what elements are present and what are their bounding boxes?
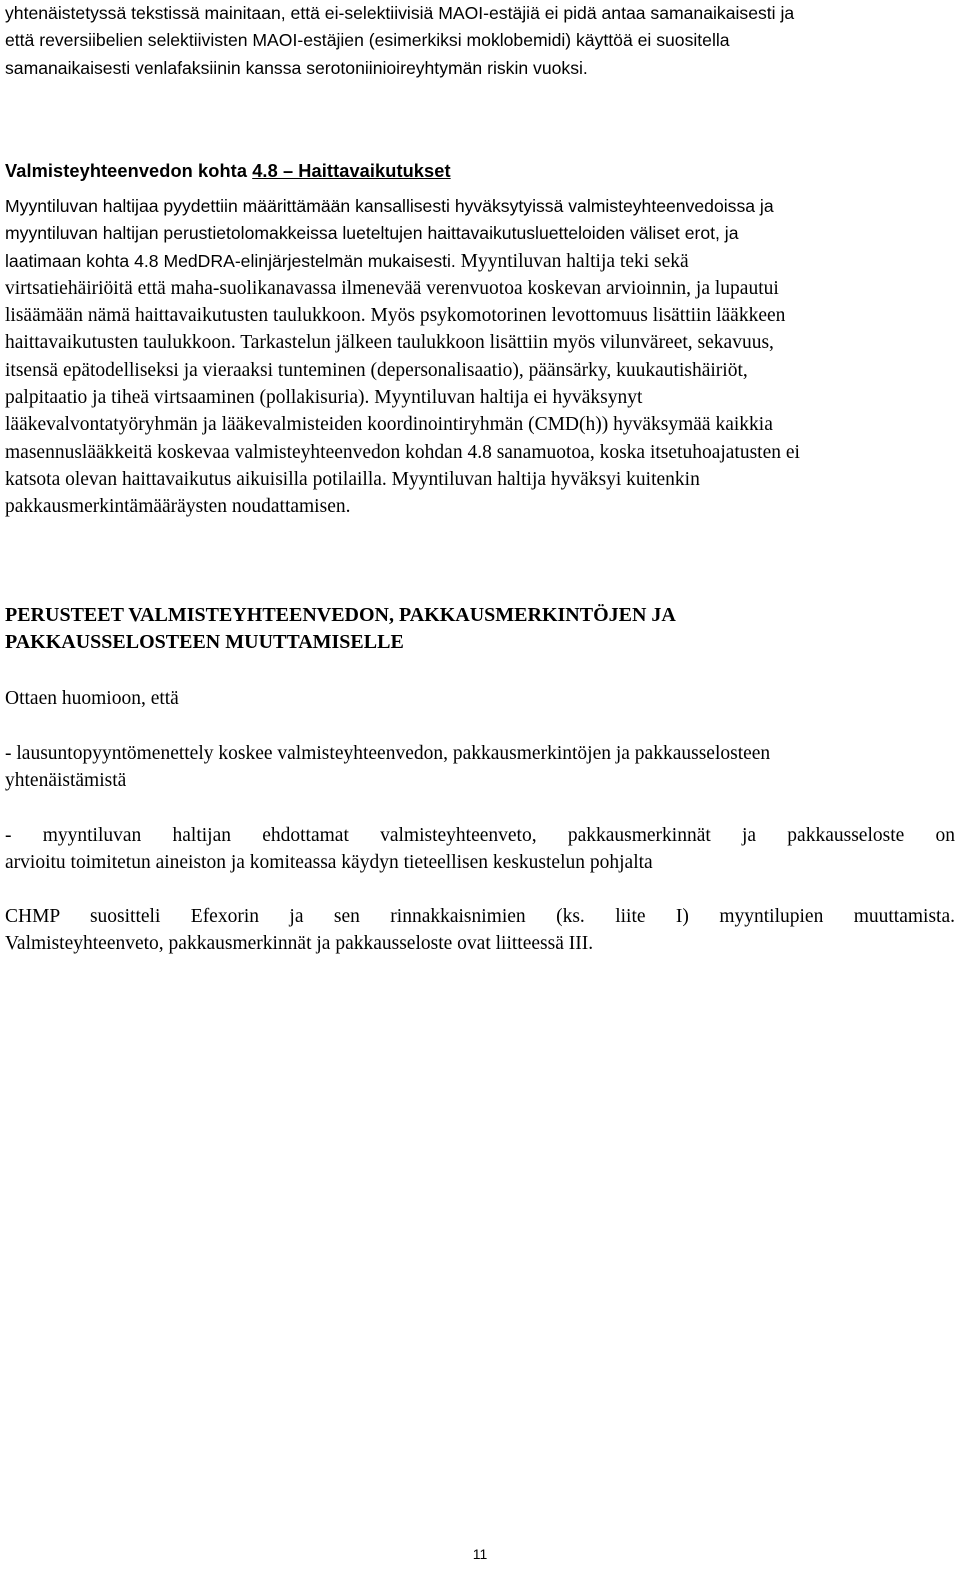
- intro-line: samanaikaisesti venlafaksiinin kanssa serotoniinioireyhtymän riskin vuoksi.: [5, 57, 588, 78]
- grounds-heading-line: PAKKAUSSELOSTEEN MUUTTAMISELLE: [5, 631, 404, 654]
- body-line: lisäämään nämä haittavaikutusten taulukkoon. Myös psykomotorinen levottomuus lisättiin lääkkeen: [5, 305, 786, 327]
- body-line: katsota olevan haittavaikutus aikuisilla potilailla. Myyntiluvan haltija hyväksyi kuitenkin: [5, 468, 700, 490]
- body-line: virtsatiehäiriöitä että maha-suolikanavassa ilmenevää verenvuotoa koskevan arvioinnin, ja lupautui: [5, 277, 779, 299]
- whereas-line: Ottaen huomioon, että: [5, 688, 179, 709]
- grounds-heading: [5, 602, 955, 657]
- whereas-text: [5, 685, 955, 712]
- conclusion-line: CHMP suositteli Efexorin ja sen rinnakkaisnimien (ks. liite I) myyntilupien muuttamista.: [5, 906, 955, 927]
- grounds-item-1: [5, 740, 955, 795]
- grounds-heading-line: PERUSTEET VALMISTEYHTEENVEDON, PAKKAUSMERKINTÖJEN JA: [5, 604, 676, 626]
- intro-paragraph: [5, 0, 955, 82]
- section-heading-prefix: Valmisteyhteenvedon kohta: [5, 161, 253, 181]
- grounds-item-line: - myyntiluvan haltijan ehdottamat valmisteyhteenveto, pakkausmerkinnät ja pakkausseloste on: [5, 825, 955, 846]
- document-page: [5, 0, 955, 1576]
- body-line: pakkausmerkintämääräysten noudattamisen.: [5, 496, 351, 518]
- intro-line: että reversiibelien selektiivisten MAOI-estäjien (esimerkiksi moklobemidi) käyttöä ei suositella: [5, 30, 730, 51]
- body-line-sans-part: laatimaan kohta 4.8 MedDRA-elinjärjestelmän mukaisesti.: [5, 250, 456, 271]
- grounds-item-line: yhtenäistämistä: [5, 770, 127, 792]
- grounds-item-line: - lausuntopyyntömenettely koskee valmisteyhteenvedon, pakkausmerkintöjen ja pakkausselosteen: [5, 743, 771, 764]
- body-line: palpitaatio ja tiheä virtsaaminen (pollakisuria). Myyntiluvan haltija ei hyväksynyt: [5, 387, 643, 409]
- body-line: Myyntiluvan haltijaa pyydettiin määrittämään kansallisesti hyväksytyissä valmisteyhteenvedoissa ja: [5, 196, 774, 216]
- conclusion-paragraph: [5, 903, 955, 958]
- intro-line: yhtenäistetyssä tekstissä mainitaan, että ei-selektiivisiä MAOI-estäjiä ei pidä antaa samanaikaisesti ja: [5, 3, 795, 23]
- page-number: 11: [472, 1546, 488, 1562]
- section-4-8-heading: [5, 158, 955, 185]
- grounds-item-2: [5, 822, 955, 877]
- body-line: myyntiluvan haltijan perustietolomakkeissa lueteltujen haittavaikutusluetteloiden väliset erot, ja: [5, 223, 739, 244]
- body-line-mixed: [5, 248, 955, 275]
- body-line: lääkevalvontatyöryhmän ja lääkevalmisteiden koordinointiryhmän (CMD(h)) hyväksymää kaikkia: [5, 414, 773, 436]
- grounds-item-line: arvioitu toimitetun aineiston ja komiteassa käydyn tieteellisen keskustelun pohjalta: [5, 852, 653, 874]
- section-heading-link: 4.8 – Haittavaikutukset: [252, 161, 451, 181]
- conclusion-line: Valmisteyhteenveto, pakkausmerkinnät ja pakkausseloste ovat liitteessä III.: [5, 933, 594, 955]
- body-line: haittavaikutusten taulukkoon. Tarkastelun jälkeen taulukkoon lisättiin myös vilunväreet, sekavuus,: [5, 332, 774, 354]
- section-4-8-body: [5, 193, 955, 521]
- body-line: itsensä epätodelliseksi ja vieraaksi tunteminen (depersonalisaatio), päänsärky, kuukautishäiriöt,: [5, 359, 748, 381]
- body-line: masennuslääkkeitä koskevaa valmisteyhteenvedon kohdan 4.8 sanamuotoa, koska itsetuhoajatusten ei: [5, 441, 800, 463]
- body-line-serif-part: Myyntiluvan haltija teki sekä: [455, 250, 689, 272]
